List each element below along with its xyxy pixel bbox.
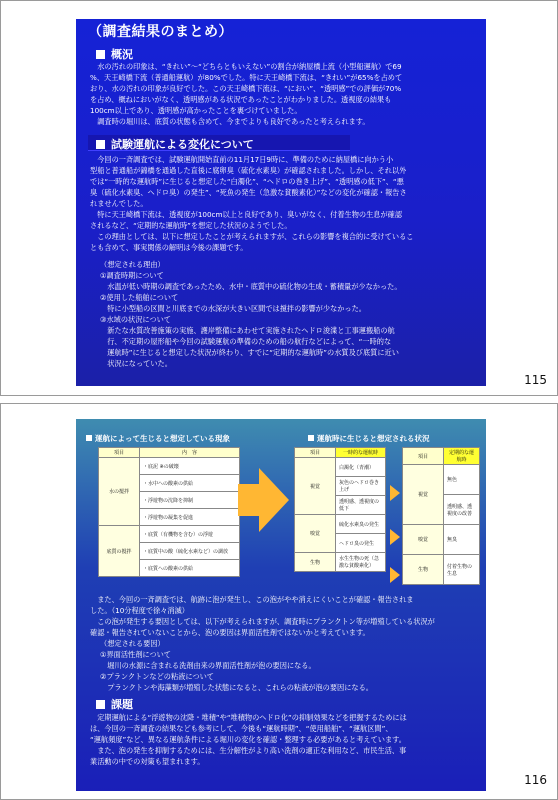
diagram-title-text: 運航によって生じると想定している現象	[95, 434, 230, 443]
trial-paragraph	[90, 154, 413, 253]
table-category-cell: 底質の撹拌	[99, 526, 140, 577]
table-cell: 透明感、透視度の低下	[336, 496, 386, 515]
table-cell: 灰色のヘドロ巻き上げ	[336, 477, 386, 496]
square-bullet-icon	[86, 435, 92, 441]
table-cell: 白濁化（青潮）	[336, 458, 386, 477]
text-line: 新たな水質改善施策の実施、護岸整備にあわせて実施されたヘドロ浚渫と工事運搬船の航	[100, 326, 395, 335]
table-cell: ・底泥 ※の破壊	[140, 458, 240, 475]
text-line: 行、不定期の屋形船や今回の試験運航の準備のための船の航行などによって、“一時的な	[100, 337, 392, 346]
text-line: “運航頻度”など、異なる運航条件による堀川の変化を確認・整理する必要があると考えています。	[90, 735, 406, 744]
table-row	[295, 553, 386, 572]
text-line: 堀川の水源に含まれる洗剤由来の界面活性剤が泡の要因になる。	[100, 661, 316, 670]
text-line: されるなど、“定期的な運航時”を想定した状況のようでした。	[90, 221, 292, 230]
table-cell: ・浮遊物の沈降を抑制	[140, 492, 240, 509]
text-line: ①調査時期について	[100, 271, 164, 280]
square-bullet-icon	[96, 700, 105, 709]
text-line: 定期運航による“浮遊物の沈降・堆積”や“堆積物のヘドロ化”の抑制効果などを把握するためには	[90, 713, 407, 722]
text-line: 状況になっていた。	[100, 359, 172, 368]
text-line: とも含めて、事実関係の解明は今後の課題です。	[90, 243, 248, 252]
table-row	[403, 465, 480, 495]
small-right-arrow-icon	[390, 567, 400, 583]
text-line: ②使用した船舶について	[100, 293, 179, 302]
section-heading-overview	[96, 46, 133, 62]
table-row	[295, 515, 386, 534]
text-line: ③水域の状況について	[100, 315, 171, 324]
tasks-paragraph	[90, 712, 407, 767]
diagram-title-text: 運航時に生じると想定される状況	[317, 434, 430, 443]
text-line: 調査時の堀川は、底質の状態も含めて、今までよりも良好であったと考えられます。	[90, 117, 370, 126]
text-line: 特に天王崎橋下流は、透視度が100cm以上と良好であり、臭いがなく、付着生物の生息が確認	[90, 210, 403, 219]
text-line: 業活動の中での対策も望まれます。	[90, 757, 205, 766]
section-heading-text: 概況	[111, 48, 133, 61]
table-category-cell: 水の撹拌	[99, 458, 140, 526]
left-diagram-title	[86, 433, 230, 444]
square-bullet-icon	[96, 140, 105, 149]
table-category-cell: 生物	[295, 553, 336, 572]
text-line: 水の汚れの印象は、“きれい”～“どちらともいえない”の割合が納屋橋上流（小型船運航）で69	[90, 62, 402, 71]
table-row	[403, 555, 480, 585]
text-line: を占め、概ねにおいがなく、透明感がある状況であったことがわかりました。透視度の結果も	[90, 95, 392, 104]
right-diagram-title	[308, 433, 430, 444]
table-header: 内 容	[140, 448, 240, 458]
section-heading-text: 試験運航による変化について	[111, 138, 254, 151]
table-cell: ・底質中の酸（硫化水素など）の調放	[140, 543, 240, 560]
text-line: また、今回の一斉調査では、航跡に泡が発生し、この泡がやや消えにくいことが確認・報告されま	[90, 595, 414, 604]
text-line: この泡が発生する要因としては、以下が考えられますが、調査時にプランクトン等が増殖している状況が	[90, 617, 435, 626]
square-bullet-icon	[96, 50, 105, 59]
table-cell: ・浮遊物の凝集を促進	[140, 509, 240, 526]
table-cell: 硫化水素臭の発生	[336, 515, 386, 534]
table-category-cell: 嗅覚	[295, 515, 336, 553]
table-row	[403, 525, 480, 555]
foam-paragraph	[90, 594, 435, 638]
table-cell: 水生生物の死（急激な貧酸素化）	[336, 553, 386, 572]
table-category-cell: 視覚	[295, 458, 336, 515]
regular-operation-table	[402, 447, 480, 585]
arrow-stem	[238, 484, 260, 516]
table-row	[99, 526, 240, 543]
slide-panel	[76, 419, 486, 791]
phenomena-table	[98, 447, 240, 577]
table-row	[99, 458, 240, 475]
text-line: れませんでした。	[90, 199, 148, 208]
text-line: （想定される要因）	[100, 639, 165, 648]
text-line: 特に小型船の区間と川底までの水深が大きい区間では撹拌の影響が少なかった。	[100, 304, 366, 313]
slide-116	[0, 403, 558, 800]
table-category-cell: 視覚	[403, 465, 444, 525]
text-line: 今回の一斉調査では、試験運航開始直前の11月17日9時に、準備のために納屋橋に向かう小	[90, 155, 394, 164]
text-line: 100cm以上であり、透明感が高かったことを裏づけていました。	[90, 106, 302, 115]
text-line: 水温が低い時期の調査であったため、水中・底質中の硫化物の生成・蓄積量が少なかった。	[100, 282, 402, 291]
table-header: 一時的な運航時	[336, 448, 386, 458]
page-number: 115	[524, 373, 547, 387]
table-cell: 無臭	[444, 525, 480, 555]
overview-paragraph	[90, 61, 402, 127]
table-cell: ヘドロ臭の発生	[336, 534, 386, 553]
text-line: は、今回の一斉調査の結果なども参考にして、今後も“運航時期”、“使用船舶”、“運航区間”、	[90, 724, 393, 733]
text-line: 臭（硫化水素臭、ヘドロ臭）の発生”、“死魚の発生（急激な貧酸素化）”などの変化が確認・報告さ	[90, 188, 407, 197]
reasons-list	[100, 259, 402, 369]
text-line: %、天王崎橋下流（普通船運航）が80%でした。特に天王崎橋下流は、“きれい”が65%を占めて	[90, 73, 403, 82]
text-line: また、泡の発生を抑制するためには、生分解性がより高い洗剤の適正な利用など、市民生活、事	[90, 746, 407, 755]
table-row	[295, 458, 386, 477]
text-line: 運航時”に生じると想定した状況が終わり、すでに“定期的な運航時”の水質及び底質に近い	[100, 348, 399, 357]
right-arrow-icon	[259, 468, 289, 532]
section-heading-text: 課題	[111, 698, 133, 711]
table-cell: ・水中への酸素の供給	[140, 475, 240, 492]
slide-panel	[76, 19, 486, 386]
small-right-arrow-icon	[390, 485, 400, 501]
section-heading-tasks	[96, 696, 133, 712]
table-header: 項目	[403, 448, 444, 465]
table-header: 項目	[99, 448, 140, 458]
page-title: （調査結果のまとめ）	[88, 24, 233, 40]
small-right-arrow-icon	[390, 529, 400, 545]
table-category-cell: 生物	[403, 555, 444, 585]
slide-115	[0, 0, 558, 396]
table-cell: 透明感、透視度の改善	[444, 495, 480, 525]
text-line: ①界面活性剤について	[100, 650, 171, 659]
temporary-operation-table	[294, 447, 386, 572]
table-category-cell: 嗅覚	[403, 525, 444, 555]
text-line: では“一時的な運航時”に生じると想定した“白濁化”、“ヘドロの巻き上げ”、“透明感の低下”、“悪	[90, 177, 404, 186]
section-heading-trial	[96, 136, 254, 152]
text-line: した。（10分程度で徐々消滅）	[90, 606, 189, 615]
text-line: 型船と普通船が錦橋を通過した直後に腐卵臭（硫化水素臭）が確認されました。しかし、それ以外	[90, 166, 407, 175]
text-line: ②プランクトンなどの粘液について	[100, 672, 214, 681]
text-line: プランクトンや海藻類が増殖した状態になると、これらの粘液が泡の要因になる。	[100, 683, 373, 692]
text-line: （想定される理由）	[100, 260, 165, 269]
table-header: 項目	[295, 448, 336, 458]
table-header: 定期的な運航時	[444, 448, 480, 465]
table-cell: 付着生物の生息	[444, 555, 480, 585]
text-line: この理由としては、以下に想定したことが考えられますが、これらの影響を複合的に受けているこ	[90, 232, 414, 241]
table-cell: 無色	[444, 465, 480, 495]
table-cell: ・底質への酸素の供給	[140, 560, 240, 577]
text-line: 確認・報告されていないことから、泡の要因は界面活性剤ではないかと考えています。	[90, 628, 370, 637]
page-number: 116	[524, 773, 547, 787]
square-bullet-icon	[308, 435, 314, 441]
text-line: おり、水の汚れの印象が良好でした。この天王崎橋下流は、“におい”、“透明感”での評価が70%	[90, 84, 402, 93]
foam-causes-list	[100, 638, 373, 693]
table-cell: ・底質（有機物を含む）の浮遊	[140, 526, 240, 543]
